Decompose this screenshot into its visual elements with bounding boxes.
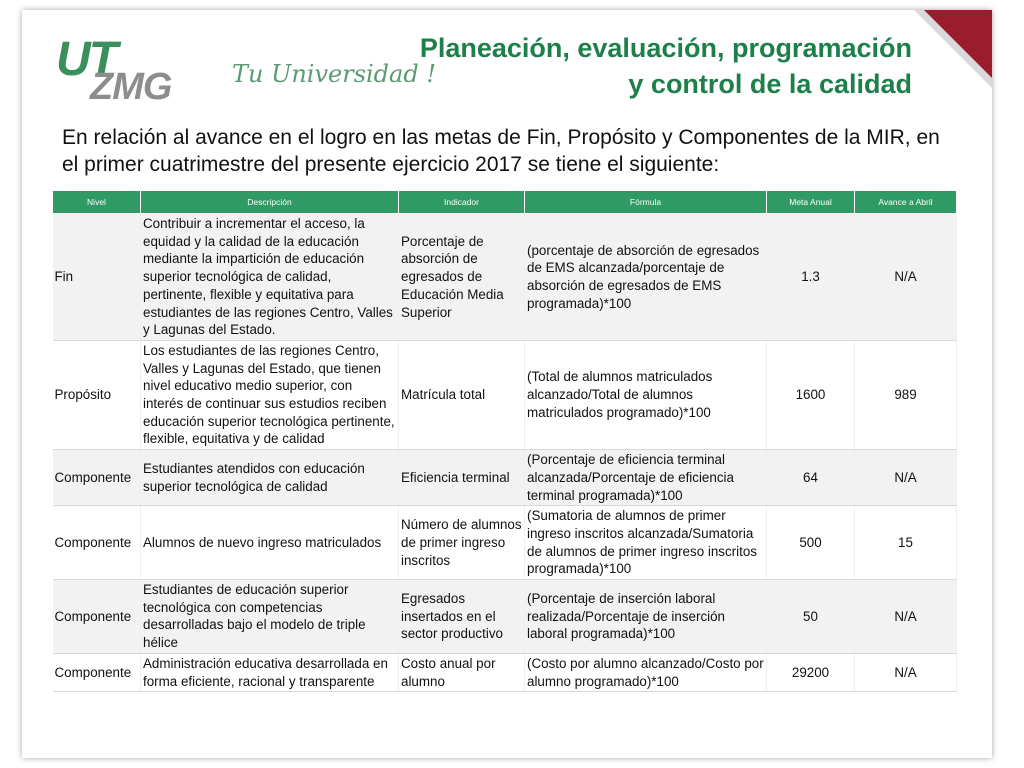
- table-row: [53, 653, 957, 691]
- cell-nivel: Propósito: [53, 340, 141, 449]
- header-descripcion: Descripción: [141, 191, 399, 214]
- table-header-row: [53, 191, 957, 214]
- cell-meta: 500: [767, 506, 855, 580]
- table-row: [53, 580, 957, 654]
- cell-nivel: Fin: [53, 214, 141, 341]
- cell-nivel: Componente: [53, 653, 141, 691]
- table-row: [53, 214, 957, 341]
- logo-zmg-text: ZMG: [90, 66, 172, 108]
- cell-indicador: Porcentaje de absorción de egresados de Educación Media Superior: [399, 214, 525, 341]
- cell-meta: 1600: [767, 340, 855, 449]
- table-row: [53, 450, 957, 506]
- intro-paragraph: En relación al avance en el logro en las metas de Fin, Propósito y Componentes de la MIR, en el primer cuatrimestre del presente ejercicio 2017 se tiene el siguiente:: [62, 126, 940, 176]
- cell-nivel: Componente: [53, 506, 141, 580]
- cell-descripcion: Contribuir a incrementar el acceso, la equidad y la calidad de la educación mediante la impartición de educación superior tecnológica de calidad, pertinente, flexible y equitativa para estudiantes de las regiones Centro, Valles y Lagunas del Estado.: [141, 214, 399, 341]
- cell-formula: (Total de alumnos matriculados alcanzado/Total de alumnos matriculados programado)*100: [525, 340, 767, 449]
- cell-formula: (Costo por alumno alcanzado/Costo por alumno programado)*100: [525, 653, 767, 691]
- tagline: Tu Universidad !: [232, 60, 436, 88]
- title-line-1: Planeación, evaluación, programación: [419, 33, 912, 63]
- header-avance: Avance a Abril: [855, 191, 957, 214]
- cell-avance: N/A: [855, 580, 957, 654]
- cell-meta: 64: [767, 450, 855, 506]
- table-row: [53, 506, 957, 580]
- cell-avance: 15: [855, 506, 957, 580]
- cell-descripcion: Alumnos de nuevo ingreso matriculados: [141, 506, 399, 580]
- cell-formula: (Porcentaje de inserción laboral realizada/Porcentaje de inserción laboral programada)*100: [525, 580, 767, 654]
- cell-meta: 50: [767, 580, 855, 654]
- cell-descripcion: Estudiantes de educación superior tecnológica con competencias desarrolladas bajo el modelo de triple hélice: [141, 580, 399, 654]
- cell-avance: N/A: [855, 653, 957, 691]
- mir-table: [52, 190, 957, 692]
- page-title: [312, 30, 912, 102]
- cell-indicador: Número de alumnos de primer ingreso inscritos: [399, 506, 525, 580]
- cell-nivel: Componente: [53, 580, 141, 654]
- cell-descripcion: Los estudiantes de las regiones Centro, Valles y Lagunas del Estado, que tienen nivel educativo medio superior, con interés de continuar sus estudios reciben educación superior tecnológica pertinente, flexible, equitativa y de calidad: [141, 340, 399, 449]
- title-line-2: y control de la calidad: [628, 69, 912, 99]
- cell-indicador: Egresados insertados en el sector productivo: [399, 580, 525, 654]
- cell-formula: (porcentaje de absorción de egresados de EMS alcanzada/porcentaje de absorción de egresados de EMS programada)*100: [525, 214, 767, 341]
- cell-avance: 989: [855, 340, 957, 449]
- cell-formula: (Porcentaje de eficiencia terminal alcanzada/Porcentaje de eficiencia terminal programada)*100: [525, 450, 767, 506]
- cell-meta: 1.3: [767, 214, 855, 341]
- cell-avance: N/A: [855, 450, 957, 506]
- header-nivel: Nivel: [53, 191, 141, 214]
- header-formula: Fórmula: [525, 191, 767, 214]
- cell-descripcion: Estudiantes atendidos con educación superior tecnológica de calidad: [141, 450, 399, 506]
- cell-nivel: Componente: [53, 450, 141, 506]
- cell-formula: (Sumatoria de alumnos de primer ingreso inscritos alcanzada/Sumatoria de alumnos de primer ingreso inscritos programada)*100: [525, 506, 767, 580]
- logo-ut-text: UT: [56, 33, 116, 86]
- slide: [22, 10, 992, 758]
- cell-descripcion: Administración educativa desarrollada en forma eficiente, racional y transparente: [141, 653, 399, 691]
- table-row: [53, 340, 957, 449]
- cell-meta: 29200: [767, 653, 855, 691]
- cell-avance: N/A: [855, 214, 957, 341]
- cell-indicador: Matrícula total: [399, 340, 525, 449]
- header-indicador: Indicador: [399, 191, 525, 214]
- cell-indicador: Eficiencia terminal: [399, 450, 525, 506]
- header-meta: Meta Anual: [767, 191, 855, 214]
- cell-indicador: Costo anual por alumno: [399, 653, 525, 691]
- utzmg-logo: [56, 32, 216, 108]
- corner-decoration: [914, 10, 992, 88]
